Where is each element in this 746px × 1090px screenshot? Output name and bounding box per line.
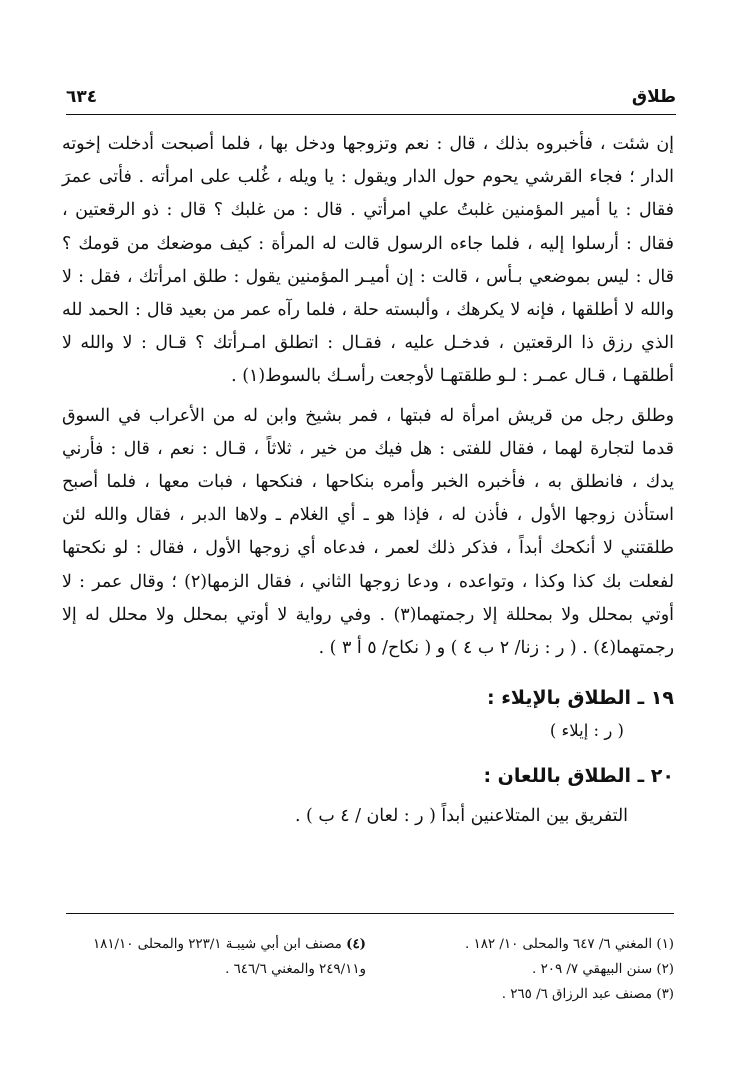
- paragraph-2: وطلق رجل من قريش امرأة له فبتها ، فمر بشيخ وابن له من الأعراب في السوق قدما لتجارة لهما ، فقال للفتى : هل فيك من خير ، ثلاثاً ، قـال : نعم ، قال : فأرني يدك ، فانطلق به ، فأخبره الخبر وأمره بنكاحها ، فنكحها ، فبات معها ، فلما أصبح استأذن زوجها الأول ، فأذن له ، فإذا هو ـ أي الغلام ـ ولاها الدبر ، فقال والله لئن طلقتني لا أنكحك أبداً ، فذكر ذلك لعمر ، فدعاه أي زوجها الأول ، فقال : لو نكحتها لفعلت بك كذا وكذا ، وتواعده ، ودعا زوجها الثاني ، فقال الزمها(٢) ؛ وقال عمر : لا أوتي بمحلل ولا بمحللة إلا رجمتهما(٣) . وفي رواية لا أوتي بمحلل ولا محلل له إلا رجمتهما(٤) . ( ر : زنا/ ٢ ب ٤ ) و ( نكاح/ ٥ أ ٣ ) .: [62, 405, 674, 659]
- running-title: طلاق: [631, 87, 676, 107]
- footnote-4-text: مصنف ابن أبي شيبـة ٢٢٣/١ والمحلى ١٨١/١٠ و٢٤٩/١١ والمغني ٦٤٦/٦ .: [92, 937, 366, 977]
- section-heading-ila: ١٩ ـ الطلاق بالإيلاء :: [486, 687, 674, 710]
- section-heading-lian: ٢٠ ـ الطلاق باللعان :: [483, 765, 674, 788]
- paragraph-1: إن شئت ، فأخبروه بذلك ، قال : نعم وتزوجها ودخل بها ، فلما أصبحت أدخلت إخوته الدار ؛ فجاء القرشي يحوم حول الدار ويقول : يا ويله ، غُلب على امرأته . فأتى عمرَ فقال : يا أمير المؤمنين غلبتُ علي امرأتي . قال : من غلبك ؟ قال : ذو الرقعتين ، فقال : أرسلوا إليه ، فلما جاءه الرسول قالت له المرأة : كيف موضعك من قومك ؟ قال : ليس بموضعي بـأس ، قالت : إن أميـر المؤمنين يقول : طلق امرأتك ، فقل : لا والله لا أطلقها ، فإنه لا يكرهك ، وألبسته حلة ، فلما رآه عمر من بعيد قال : الحمد لله الذي رزق ذا الرقعتين ، فدخـل عليه ، فقـال : اتطلق امـرأتك ؟ قـال : لا والله لا أطلقهـا ، قـال عمـر : لـو طلقتهـا لأوجعت رأسـك بالسوط(١) .: [62, 134, 674, 387]
- section-ref-ila: ( ر : إيلاء ): [549, 721, 624, 741]
- footnote-2: (٢) سنن البيهقي ٧/ ٢٠٩ .: [532, 962, 674, 977]
- footnote-divider: [66, 913, 674, 914]
- main-text: [62, 128, 674, 833]
- page-header: [66, 84, 676, 110]
- header-divider: [66, 114, 676, 115]
- footnotes-column-left: [66, 932, 366, 1007]
- footnotes-column-right: [369, 932, 674, 1007]
- footnote-4-number: (٤): [346, 936, 366, 952]
- section-text-lian: التفريق بين المتلاعنين أبداً ( ر : لعان / ٤ ب ) .: [294, 806, 628, 827]
- footnote-1: (١) المغني ٦/ ٦٤٧ والمحلى ١٠/ ١٨٢ .: [465, 937, 674, 952]
- footnote-4: [66, 932, 366, 982]
- footnote-3: (٣) مصنف عبد الرزاق ٦/ ٢٦٥ .: [501, 987, 674, 1002]
- footnotes: [66, 932, 674, 1007]
- page-number: ٦٣٤: [66, 87, 98, 107]
